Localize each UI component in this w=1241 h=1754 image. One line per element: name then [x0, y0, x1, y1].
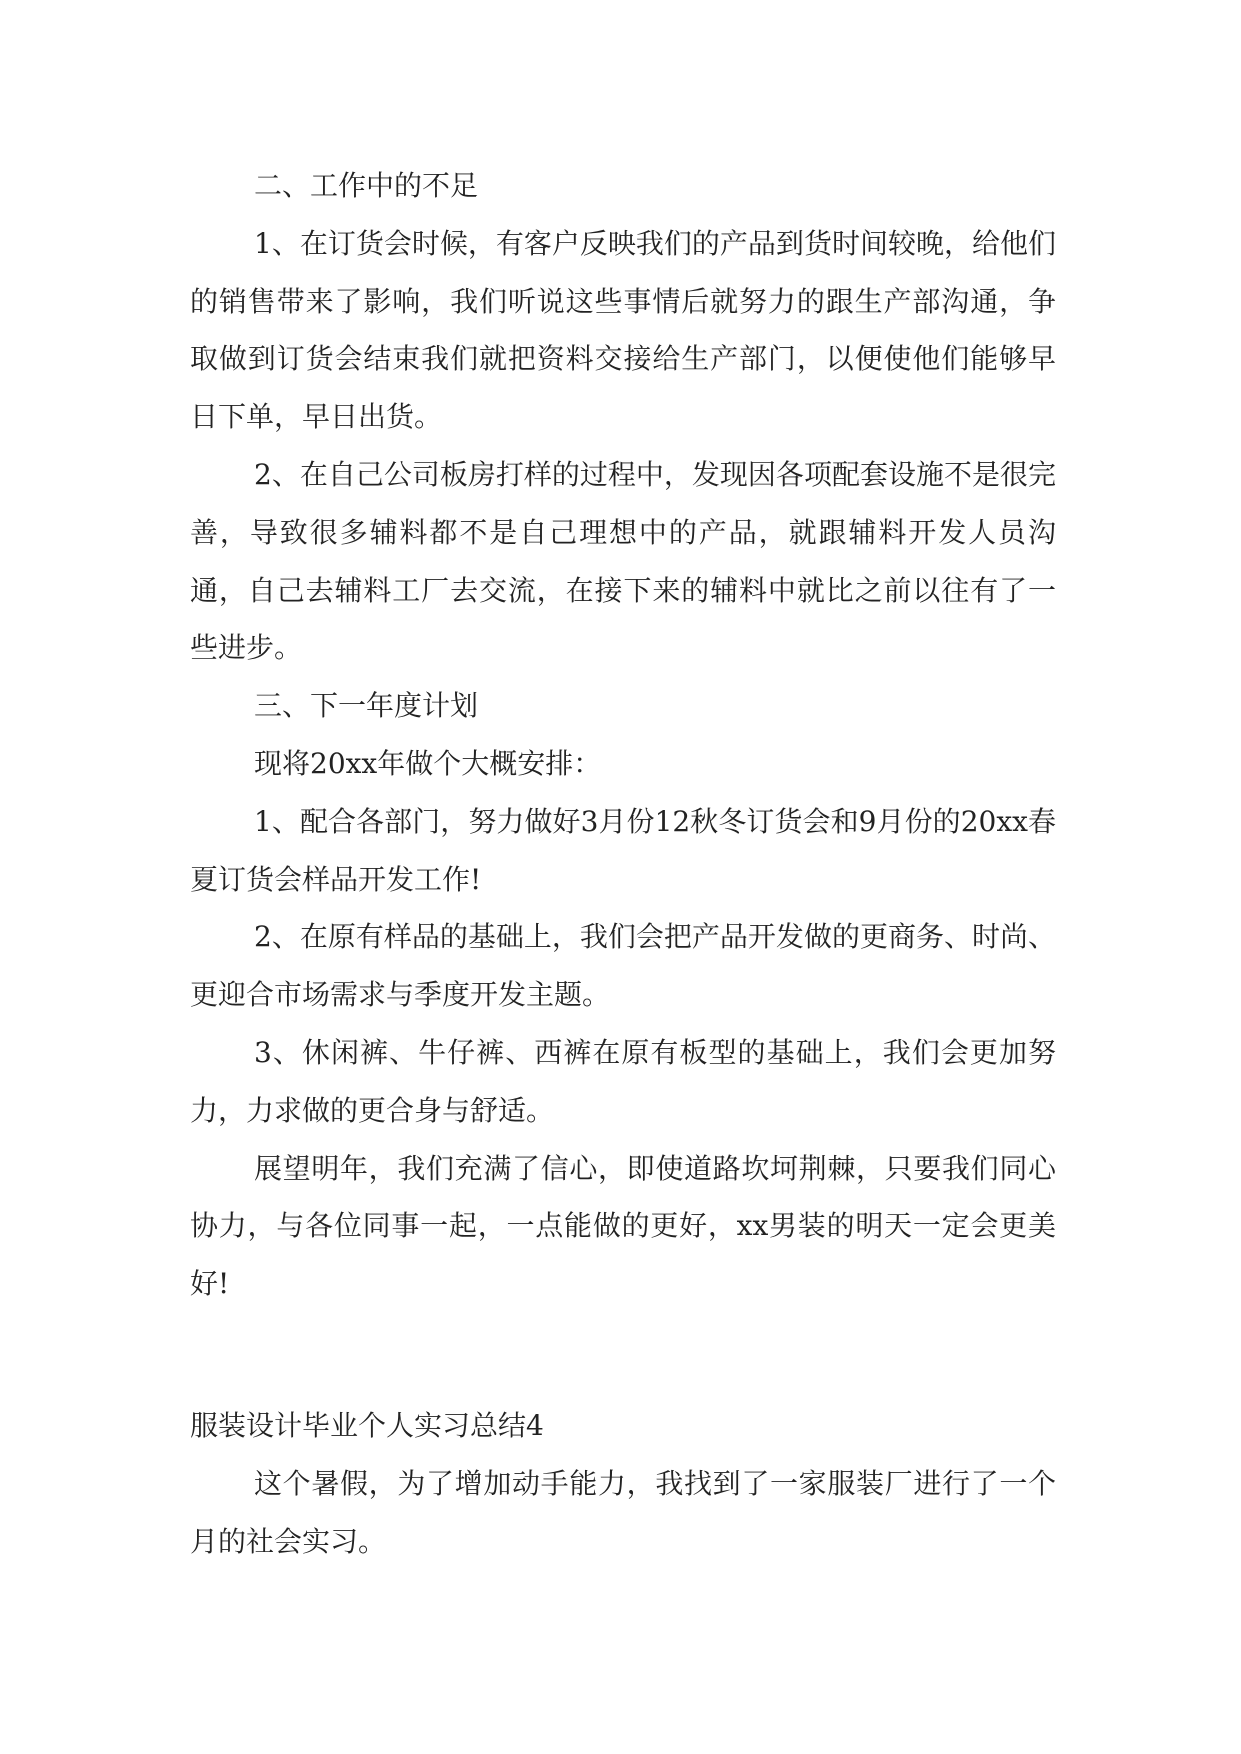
paragraph-internship-intro: 这个暑假，为了增加动手能力，我找到了一家服装厂进行了一个月的社会实习。	[190, 1467, 1056, 1558]
heading-shortcomings: 二、工作中的不足	[254, 169, 479, 202]
paragraph-plan-3: 3、休闲裤、牛仔裤、西裤在原有板型的基础上，我们会更加努力，力求做的更合身与舒适。	[190, 1035, 1056, 1127]
paragraph-outlook: 展望明年，我们充满了信心，即使道路坎坷荆棘，只要我们同心协力，与各位同事一起，一点能做的更好，xx男装的明天一定会更美好!	[190, 1151, 1056, 1301]
paragraph-shortcoming-1: 1、在订货会时候，有客户反映我们的产品到货时间较晚，给他们的销售带来了影响，我们听说这些事情后就努力的跟生产部沟通，争取做到订货会结束我们就把资料交接给生产部门，以便使他们能够早日下单，早日出货。	[190, 226, 1056, 434]
paragraph-plan-intro: 现将20xx年做个大概安排：	[254, 746, 602, 780]
paragraph-shortcoming-2: 2、在自己公司板房打样的过程中，发现因各项配套设施不是很完善，导致很多辅料都不是自己理想中的产品，就跟辅料开发人员沟通，自己去辅料工厂去交流，在接下来的辅料中就比之前以往有了一些进步。	[190, 457, 1056, 665]
section-heading: 服装设计毕业个人实习总结4	[190, 1409, 544, 1442]
text-column-upper	[190, 157, 1056, 1313]
text-column-lower	[190, 1455, 1056, 1571]
paragraph-plan-2: 2、在原有样品的基础上，我们会把产品开发做的更商务、时尚、更迎合市场需求与季度开发主题。	[190, 920, 1056, 1012]
paragraph-plan-1: 1、配合各部门，努力做好3月份12秋冬订货会和9月份的20xx春夏订货会样品开发工作!	[190, 804, 1056, 896]
heading-next-year-plan: 三、下一年度计划	[254, 689, 479, 723]
